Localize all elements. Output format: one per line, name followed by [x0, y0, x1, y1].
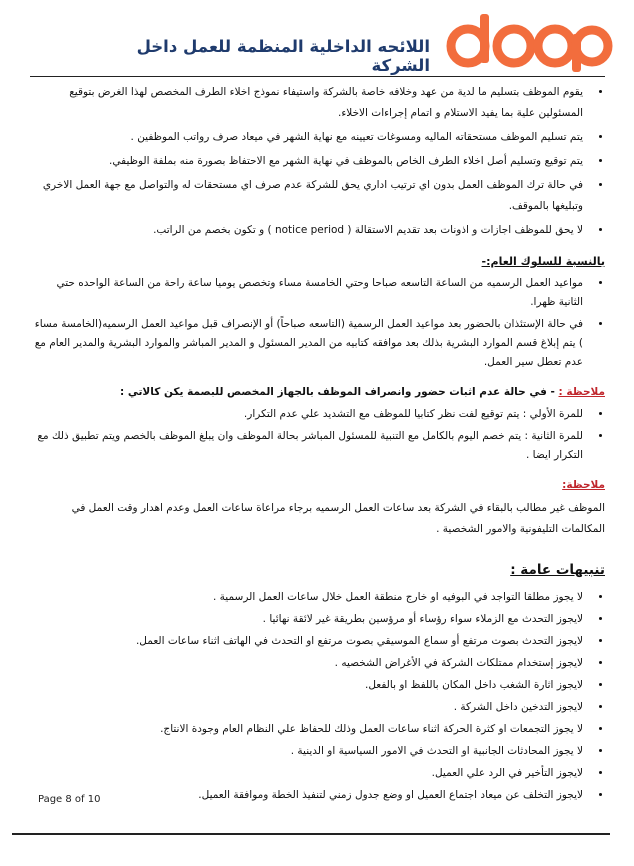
footer-divider [12, 833, 610, 835]
list-item: • للمرة الأولي : يتم توقيع لفت نظر كتابيا للموظف مع التشديد علي عدم التكرار. [30, 405, 589, 424]
list-item: • في حالة الإستئذان بالحضور بعد مواعيد العمل الرسمية (التاسعه صباحاً) أو الإنصراف قبل مواعيد العمل الرسميه(الخامسة مساء ) يتم إبلاغ قسم الموارد البشرية بذلك بعد موافقه كتابيه من المدير المسئول و المدير المباشر والموارد البشرية والمدير العام مع عدم تعطل سير العمل. [30, 315, 589, 372]
section-heading-general-conduct: بالنسبة للسلوك العام:- [481, 255, 605, 268]
list-item: • لايجوز اثارة الشغب داخل المكان باللفظ او بالفعل. [30, 677, 589, 693]
note-text: - في حالة عدم اثبات حضور وانصراف الموظف بالجهاز المخصص للبصمة يكن كالاتي : [120, 386, 555, 398]
list-item: • لايجوز التأخير في الرد علي العميل. [30, 765, 589, 781]
list-item: • في حالة ترك الموظف العمل بدون اي ترتيب اداري يحق للشركة عدم صرف اي مستحقات له والتواصل مع جهة العمل الاخري وتبليغها بالموقف. [30, 175, 589, 217]
list-item: • مواعيد العمل الرسميه من الساعة التاسعه صباحا وحتي الخامسة مساء وتخصص يوميا ساعة راحة من الساعة الواحده حتي الثانية ظهرا. [30, 274, 589, 312]
conduct-list [30, 274, 605, 372]
page-header [0, 0, 634, 80]
list-item: • لا يجوز مطلقا التواجد في البوفيه او خارج منطقة العمل خلال ساعات العمل الرسمية . [30, 589, 589, 605]
document-title: اللائحه الداخلية المنظمة للعمل داخل الشركة [118, 37, 430, 77]
notices-list [30, 589, 605, 803]
list-item: • لا يحق للموظف اجازات و اذونات بعد تقديم الاستقالة ( notice period ) و تكون بخصم من الراتب. [30, 220, 589, 241]
note-paragraph: الموظف غير مطالب بالبقاء في الشركة بعد ساعات العمل الرسميه برجاء مراعاة ساعات العمل وعدم اهدار وقت العمل في المكالمات التليفونية والامور الشخصية . [71, 502, 605, 535]
section-heading-general-notices: تنبيهات عامة : [510, 562, 605, 578]
list-item: • لايجوز إستخدام ممتلكات الشركة في الأغراض الشخصيه . [30, 655, 589, 671]
clearance-list [30, 82, 605, 241]
note-label: ملاحظة: [562, 479, 605, 491]
list-item: • لايجوز التحدث بصوت مرتفع أو سماع الموسيقي بصوت مرتفع او التحدث في الهاتف اثناء ساعات العمل. [30, 633, 589, 649]
page-number: Page 8 of 10 [38, 794, 101, 805]
document-body [30, 82, 605, 809]
fingerprint-list [30, 405, 605, 465]
list-item: • لايجوز التخلف عن ميعاد اجتماع العميل او وضع جدول زمني لتنفيذ الخطة وموافقة العميل. [30, 787, 589, 803]
list-item: • يقوم الموظف بتسليم ما لدية من عهد وخلافه خاصة بالشركة واستيفاء نموذج اخلاء الطرف المخصص لهذا الغرض بتوقيع المسئولين علية بما يفيد الاستلام و اتمام إجراءات الاخلاء. [30, 82, 589, 124]
list-item: • للمرة الثانية : يتم خصم اليوم بالكامل مع التنبية للمسئول المباشر بحالة الموظف وان يبلغ الموظف بالخصم ويتم تطبيق ذلك مع التكرار ايضا . [30, 427, 589, 465]
list-item: • لا يجوز المحادثات الجانبية او التحدث في الامور السياسية او الدينية . [30, 743, 589, 759]
doop-logo [440, 10, 615, 72]
note-label: ملاحظة : [558, 386, 605, 398]
note-fingerprint [30, 382, 605, 403]
list-item: • يتم تسليم الموظف مستحقاته الماليه ومسوغات تعيينه مع نهاية الشهر في ميعاد صرف رواتب الموظفين . [30, 127, 589, 148]
list-item: • لا يجوز التجمعات او كثرة الحركة اثناء ساعات العمل وذلك للحفاظ علي النظام العام وجودة الانتاج. [30, 721, 589, 737]
list-item: • لايجوز التدخين داخل الشركة . [30, 699, 589, 715]
note-after-hours [30, 475, 605, 496]
header-divider [30, 76, 605, 77]
list-item: • لايجوز التحدث مع الزملاء سواء رؤساء أو مرؤسين بطريقة غير لائقة نهائيا . [30, 611, 589, 627]
list-item: • يتم توقيع وتسليم أصل اخلاء الطرف الخاص بالموظف في نهاية الشهر مع الاحتفاظ بصورة منه بملفة الوظيفي. [30, 151, 589, 172]
